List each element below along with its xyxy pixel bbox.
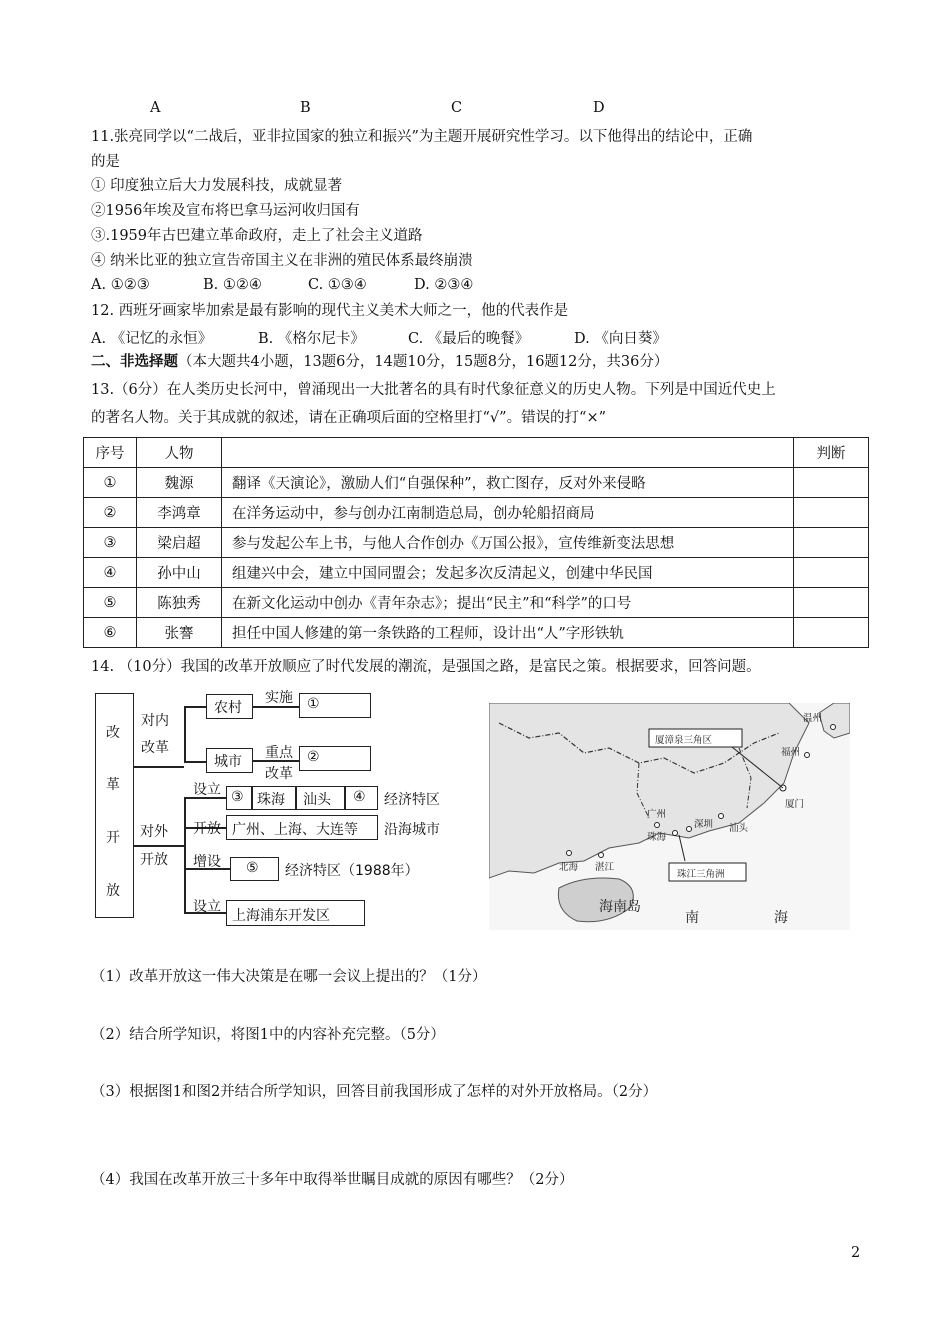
implement-label: 实施 [265,690,293,706]
q14-sub1: （1）改革开放这一伟大决策是在哪一会议上提出的？（1分） [91,969,487,985]
open-verb-label: 开放 [193,821,221,837]
q13-stem-line2: 的著名人物。关于其成就的叙述，请在正确项后面的空格里打“√”。错误的打“×” [91,410,607,426]
option-c-label: C [451,100,463,116]
map-label-zhuhai: 珠海 [647,832,667,843]
row-desc: 担任中国人修建的第一条铁路的工程师，设计出“人”字形铁轨 [222,618,794,648]
row-judgement-cell[interactable] [794,528,869,558]
blank2-marker: ② [307,749,320,765]
key-label-2: 改革 [265,766,293,782]
connector [184,761,206,763]
q11-choice-a: A. ①②③ [91,277,150,293]
city-dot-beihai [567,851,572,856]
connector [134,845,184,847]
blank4-marker[interactable]: ④ [353,789,366,805]
table-row [84,558,869,588]
section2-title: 二、非选择题 [91,353,178,370]
header-person: 人物 [137,438,222,468]
q11-item-1: ① 印度独立后大力发展科技，成就显著 [91,178,343,194]
table-header-row [84,438,869,468]
row-person: 陈独秀 [137,588,222,618]
city-dot-zhanjiang [599,853,604,858]
q11-choice-d: D. ②③④ [414,277,474,293]
divider [295,786,297,810]
blank1-marker: ① [307,696,320,712]
q11-choice-c: C. ①③④ [308,277,367,293]
rural-label: 农村 [214,700,242,716]
coastal-map [489,703,850,930]
city-dot-shantou [719,814,724,819]
key-label-1: 重点 [265,745,293,761]
row-no: ④ [84,558,137,588]
row-desc: 参与发起公车上书，与他人合作创办《万国公报》，宣传维新变法思想 [222,528,794,558]
row-judgement-cell[interactable] [794,588,869,618]
row-no: ⑥ [84,618,137,648]
map-label-guangzhou: 广州 [647,809,667,820]
map-label-xiazhangquan: 厦漳泉三角区 [655,735,713,746]
option-d-label: D [593,100,605,116]
city-dot-shenzhen [687,827,692,832]
option-a-label: A [150,100,161,116]
q13-table [83,437,869,648]
urban-label: 城市 [214,754,242,770]
page-number: 2 [851,1245,861,1261]
row-no: ② [84,498,137,528]
table-row [84,498,869,528]
section2-header [91,352,668,372]
table-row [84,618,869,648]
row-desc: 在洋务运动中，参与创办江南制造总局，创办轮船招商局 [222,498,794,528]
q11-stem-line2: 的是 [91,154,120,170]
map-label-fuzhou: 福州 [781,747,801,758]
sez-cell-zhuhai: 珠海 [257,792,285,808]
header-desc [222,438,794,468]
establish-label: 设立 [193,782,221,798]
q14-sub3: （3）根据图1和图2并结合所学知识，回答目前我国形成了怎样的对外开放格局。（2分） [91,1084,658,1100]
row-person: 孙中山 [137,558,222,588]
q12-stem: 12. 西班牙画家毕加索是最有影响的现代主义美术大师之一，他的代表作是 [91,303,569,319]
row-person: 魏源 [137,468,222,498]
row-person: 李鸿章 [137,498,222,528]
q14-stem: 14. （10分）我国的改革开放顺应了时代发展的潮流，是强国之路，是富民之策。根据要求，回答问题。 [91,659,761,675]
map-label-xiamen: 厦门 [785,799,805,810]
opening-label-1: 对外 [140,824,168,840]
q12-choice-a: A. 《记忆的永恒》 [91,331,213,347]
coastal-cities: 广州、上海、大连等 [232,822,358,838]
city-dot-fuzhou [805,753,810,758]
header-judgement: 判断 [794,438,869,468]
row-desc: 组建兴中会，建立中国同盟会；发起多次反清起义，创建中华民国 [222,558,794,588]
table-row [84,588,869,618]
row-judgement-cell[interactable] [794,468,869,498]
row-desc: 翻译《天演论》，激励人们“自强保种”，救亡图存，反对外来侵略 [222,468,794,498]
row-no: ③ [84,528,137,558]
connector [184,706,206,708]
q11-item-3: ③.1959年古巴建立革命政府，走上了社会主义道路 [91,228,423,244]
q11-stem-line1: 11.张亮同学以“二战后，亚非拉国家的独立和振兴”为主题开展研究性学习。以下他得出的结论中，正确 [91,129,753,145]
row-person: 梁启超 [137,528,222,558]
sez-label: 经济特区 [384,792,440,808]
map-label-wenzhou: 温州 [803,713,823,724]
map-label-shantou: 汕头 [729,823,749,834]
q11-choice-b: B. ①②④ [203,277,262,293]
divider [251,786,253,810]
establish2-label: 设立 [193,899,221,915]
section2-note: （本大题共4小题，13题6分，14题10分，15题8分，16题12分，共36分） [178,354,669,370]
map-label-prd: 珠江三角洲 [677,869,725,880]
city-dot-zhuhai [673,831,678,836]
q12-choice-b: B. 《格尔尼卡》 [258,331,365,347]
root-char-3: 开 [106,830,120,846]
opening-label-2: 开放 [140,852,168,868]
sez-cell-shantou: 汕头 [303,792,331,808]
city-dot-guangzhou [655,823,660,828]
coastal-label: 沿海城市 [384,822,440,838]
map-label-shenzhen: 深圳 [694,819,714,830]
connector [134,766,184,768]
divider [344,786,346,810]
map-label-zhanjiang: 湛江 [595,862,615,873]
connector [184,706,186,762]
city-dot-wenzhou [831,725,836,730]
root-char-1: 改 [106,725,120,741]
domestic-label-2: 改革 [141,740,169,756]
blank5-marker: ⑤ [246,860,259,876]
header-no: 序号 [84,438,137,468]
map-label-hainan: 海南岛 [599,899,641,915]
map-label-beihai: 北海 [559,862,579,873]
q13-stem-line1: 13.（6分）在人类历史长河中，曾涌现出一大批著名的具有时代象征意义的历史人物。下列是中国近代史上 [91,382,776,398]
row-judgement-cell[interactable] [794,558,869,588]
add-verb-label: 增设 [193,854,221,870]
table-row [84,528,869,558]
q12-choice-c: C. 《最后的晚餐》 [408,331,530,347]
row-judgement-cell[interactable] [794,618,869,648]
map-label-sea: 海 [774,910,788,926]
row-no: ① [84,468,137,498]
row-judgement-cell[interactable] [794,498,869,528]
domestic-label-1: 对内 [141,713,169,729]
root-char-4: 放 [106,883,120,899]
q11-item-2: ②1956年埃及宣布将巴拿马运河收归国有 [91,203,360,219]
island-shape [819,703,850,738]
connector [184,797,186,912]
option-b-label: B [300,100,311,116]
row-person: 张謇 [137,618,222,648]
sez-1988-label: 经济特区（1988年） [285,863,419,879]
map-label-south: 南 [685,910,699,926]
q11-item-4: ④ 纳米比亚的独立宣告帝国主义在非洲的殖民体系最终崩溃 [91,253,473,269]
blank3-marker[interactable]: ③ [231,789,244,805]
row-desc: 在新文化运动中创办《青年杂志》；提出“民主”和“科学”的口号 [222,588,794,618]
pudong-label: 上海浦东开发区 [232,908,330,924]
q12-choice-d: D. 《向日葵》 [574,331,667,347]
table-row [84,468,869,498]
q14-sub4: （4）我国在改革开放三十多年中取得举世瞩目成就的原因有哪些？（2分） [91,1172,574,1188]
q14-sub2: （2）结合所学知识，将图1中的内容补充完整。（5分） [91,1027,445,1043]
row-no: ⑤ [84,588,137,618]
callout-line [679,835,685,861]
root-char-2: 革 [106,777,120,793]
